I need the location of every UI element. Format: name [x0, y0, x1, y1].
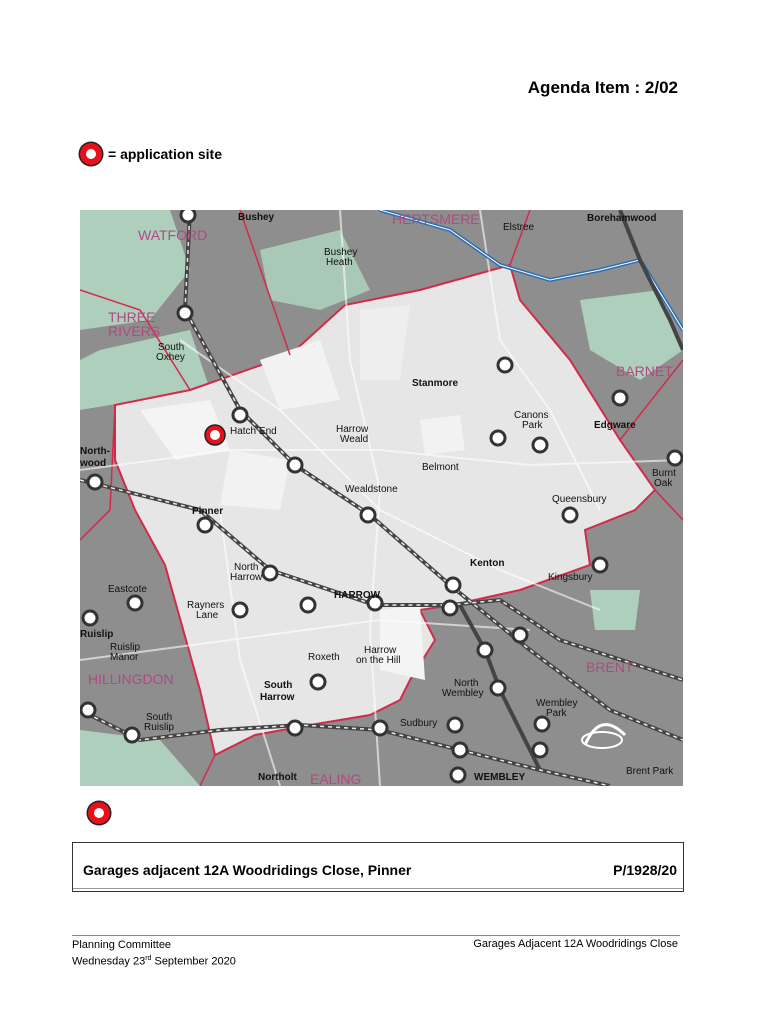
station-icon — [498, 358, 512, 372]
place-label: Lane — [196, 610, 219, 621]
district-label: BARNET — [616, 363, 673, 379]
station-icon — [478, 643, 492, 657]
district-boundary — [80, 405, 115, 540]
place-label: North — [234, 562, 259, 573]
district-label: EALING — [310, 771, 362, 786]
station-icon — [88, 475, 102, 489]
place-label: Belmont — [422, 462, 459, 473]
station-icon — [533, 438, 547, 452]
place-label: Oak — [654, 478, 673, 489]
district-label: RIVERS — [108, 323, 161, 339]
place-label: wood — [80, 458, 107, 469]
place-label: Burnt — [652, 468, 676, 479]
park-area — [420, 415, 465, 455]
place-label: Roxeth — [308, 652, 340, 663]
station-icon — [533, 743, 547, 757]
station-icon — [491, 681, 505, 695]
place-label: Heath — [326, 257, 353, 268]
place-label: on the Hill — [356, 655, 401, 666]
place-label: Eastcote — [108, 584, 147, 595]
meeting-date: Wednesday 23rd September 2020 — [72, 955, 236, 968]
place-label: South — [264, 680, 293, 691]
place-label: Harrow — [364, 645, 397, 656]
station-icon — [128, 596, 142, 610]
station-icon — [491, 431, 505, 445]
place-label: Rayners — [187, 600, 225, 611]
station-icon — [443, 601, 457, 615]
district-label: WATFORD — [138, 227, 208, 243]
place-label: Bushey — [324, 247, 358, 258]
place-label: HARROW — [334, 590, 381, 601]
station-icon — [233, 603, 247, 617]
place-label: South — [146, 712, 173, 723]
place-label: Sudbury — [400, 718, 438, 729]
place-label: Manor — [110, 652, 139, 663]
place-label: Canons — [514, 410, 549, 421]
station-icon — [446, 578, 460, 592]
committee-name: Planning Committee — [72, 939, 172, 951]
station-icon — [513, 628, 527, 642]
place-label: Pinner — [192, 506, 224, 517]
place-label: WEMBLEY — [474, 772, 526, 783]
place-label: Weald — [340, 434, 369, 445]
agenda-item-heading: Agenda Item : 2/02 — [527, 78, 678, 97]
park-area — [380, 605, 425, 680]
place-label: Ruislip — [144, 722, 175, 733]
station-icon — [178, 306, 192, 320]
green-area — [260, 230, 370, 310]
application-site-marker-icon — [80, 143, 102, 165]
place-label: Stanmore — [412, 378, 459, 389]
place-label: Borehamwood — [587, 213, 657, 224]
site-address: Garages adjacent 12A Woodridings Close, Pinner — [83, 862, 412, 878]
place-label: Queensbury — [552, 494, 607, 505]
district-label: THREE — [108, 309, 156, 325]
footer-divider — [72, 935, 680, 936]
station-icon — [181, 210, 195, 222]
place-label: Harrow — [260, 692, 295, 703]
station-icon — [288, 721, 302, 735]
application-site-marker-icon — [88, 802, 110, 824]
footer-left — [72, 938, 236, 969]
station-icon — [593, 558, 607, 572]
station-icon — [81, 703, 95, 717]
place-label: Park — [546, 708, 567, 719]
station-icon — [311, 675, 325, 689]
place-label: Harrow — [336, 424, 369, 435]
station-icon — [301, 598, 315, 612]
place-label: South — [158, 342, 185, 353]
place-label: Kingsbury — [548, 572, 593, 583]
district-boundary — [655, 490, 683, 520]
district-label: HILLINGDON — [88, 671, 174, 687]
footer-site-name: Garages Adjacent 12A Woodridings Close — [473, 938, 678, 950]
place-label: Elstree — [503, 222, 535, 233]
place-label: North- — [80, 446, 110, 457]
station-icon — [451, 768, 465, 782]
place-label: Brent Park — [626, 766, 674, 777]
place-label: Wembley — [536, 698, 578, 709]
station-icon — [453, 743, 467, 757]
legend — [80, 143, 222, 165]
district-label: HERTSMERE — [392, 211, 480, 227]
place-label: Edgware — [594, 420, 636, 431]
station-icon — [263, 566, 277, 580]
station-icon — [448, 718, 462, 732]
place-label: Ruislip — [80, 629, 114, 640]
location-map — [80, 210, 683, 786]
station-icon — [373, 721, 387, 735]
station-icon — [83, 611, 97, 625]
place-label: Harrow — [230, 572, 263, 583]
place-label: Wealdstone — [345, 484, 398, 495]
place-label: Park — [522, 420, 543, 431]
park-area — [220, 450, 290, 510]
place-label: Oxhey — [156, 352, 185, 363]
application-reference: P/1928/20 — [613, 862, 677, 878]
station-icon — [613, 391, 627, 405]
place-label: Northolt — [258, 772, 297, 783]
station-icon — [535, 717, 549, 731]
place-label: Kenton — [470, 558, 505, 569]
station-icon — [563, 508, 577, 522]
place-label: North — [454, 678, 479, 689]
place-label: Hatch End — [230, 426, 277, 437]
station-icon — [288, 458, 302, 472]
application-details-box — [72, 842, 684, 892]
station-icon — [361, 508, 375, 522]
place-label: Wembley — [442, 688, 484, 699]
station-icon — [125, 728, 139, 742]
station-icon — [668, 451, 682, 465]
station-icon — [198, 518, 212, 532]
district-label: BRENT — [586, 659, 634, 675]
legend-label: = application site — [108, 146, 222, 162]
divider — [73, 888, 683, 889]
district-boundary — [200, 755, 215, 786]
place-label: Bushey — [238, 212, 275, 223]
district-boundary — [510, 210, 530, 265]
station-icon — [233, 408, 247, 422]
place-label: Ruislip — [110, 642, 141, 653]
